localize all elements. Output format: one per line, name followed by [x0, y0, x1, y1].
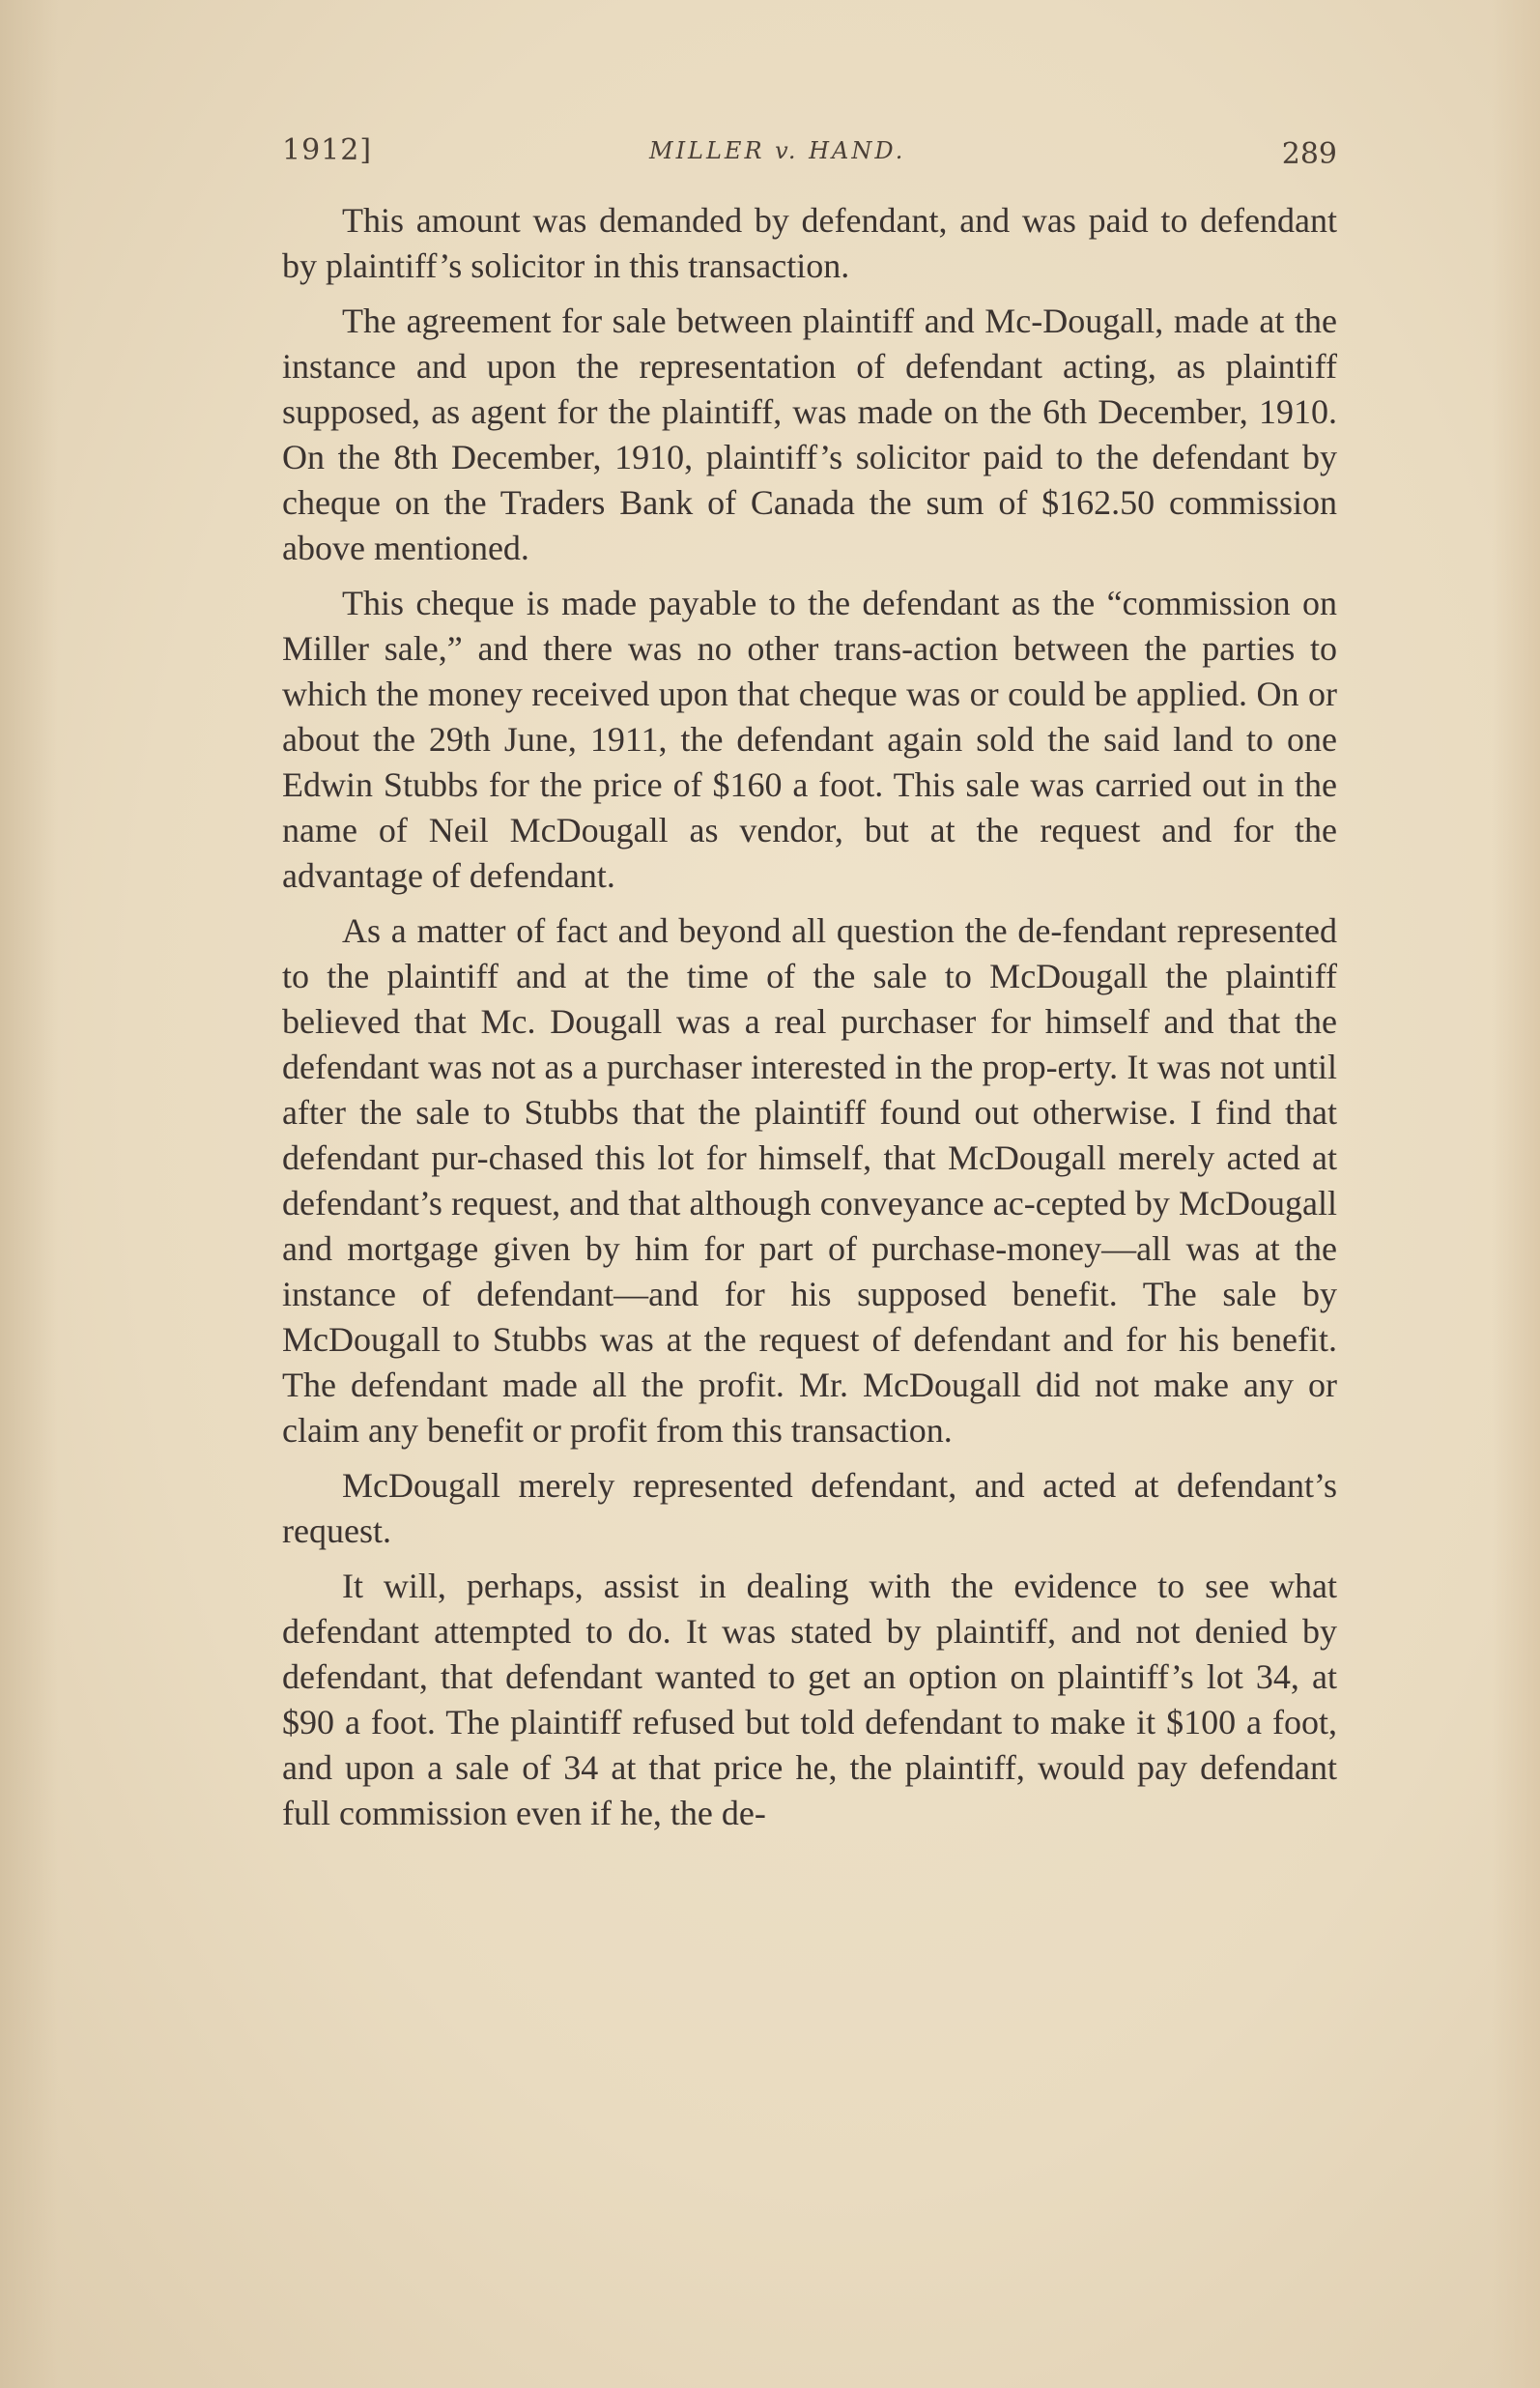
paragraph: It will, perhaps, assist in dealing with the evidence to see what defendant attempted to do. It was stated by plaintiff, and not denied by defendant, that defendant wanted to get an option on plaintiff’s lot 34, at $90 a foot. The plaintiff refused but told defendant to make it $100 a foot, and upon a sale of 34 at that price he, the plaintiff, would pay defendant full commission even if he, the de-	[282, 1567, 1337, 1832]
page-number: 289	[1281, 137, 1337, 171]
paragraph: This amount was demanded by defendant, and was paid to defendant by plaintiff’s solicitor in this transaction.	[282, 201, 1337, 285]
paragraph: As a matter of fact and beyond all question the de-fendant represented to the plaintiff and at the time of the sale to McDougall the plaintiff believed that Mc. Dougall was a real purchaser for himself and that the defendant was not as a purchaser interested in the prop-erty. It was not until after the sale to Stubbs that the plaintiff found out otherwise. I find that defendant pur-chased this lot for himself, that McDougall merely acted at defendant’s request, and that although conveyance ac-cepted by McDougall and mortgage given by him for part of purchase-money—all was at the instance of defendant—and for his supposed benefit. The sale by McDougall to Stubbs was at the request of defendant and for his benefit. The defendant made all the profit. Mr. McDougall did not make any or claim any benefit or profit from this transaction.	[282, 911, 1337, 1450]
page-gutter-shadow	[0, 0, 58, 2388]
running-header	[282, 133, 1337, 182]
paragraph: McDougall merely represented defendant, and acted at defendant’s request.	[282, 1466, 1337, 1550]
header-case-title: MILLER v. HAND.	[649, 137, 906, 164]
paragraph: This cheque is made payable to the defendant as the “commission on Miller sale,” and there was no other trans-action between the parties to which the money received upon that cheque was or could be applied. On or about the 29th June, 1911, the defendant again sold the said land to one Edwin Stubbs for the price of $160 a foot. This sale was carried out in the name of Neil McDougall as vendor, but at the request and for the advantage of defendant.	[282, 584, 1337, 895]
header-year: 1912]	[282, 133, 373, 167]
body-text	[282, 198, 1337, 1846]
paragraph: The agreement for sale between plaintiff and Mc-Dougall, made at the instance and upon the representation of defendant acting, as plaintiff supposed, as agent for the plaintiff, was made on the 6th December, 1910. On the 8th December, 1910, plaintiff’s solicitor paid to the defendant by cheque on the Traders Bank of Canada the sum of $162.50 commission above mentioned.	[282, 302, 1337, 567]
page-edge-shadow	[1492, 0, 1540, 2388]
